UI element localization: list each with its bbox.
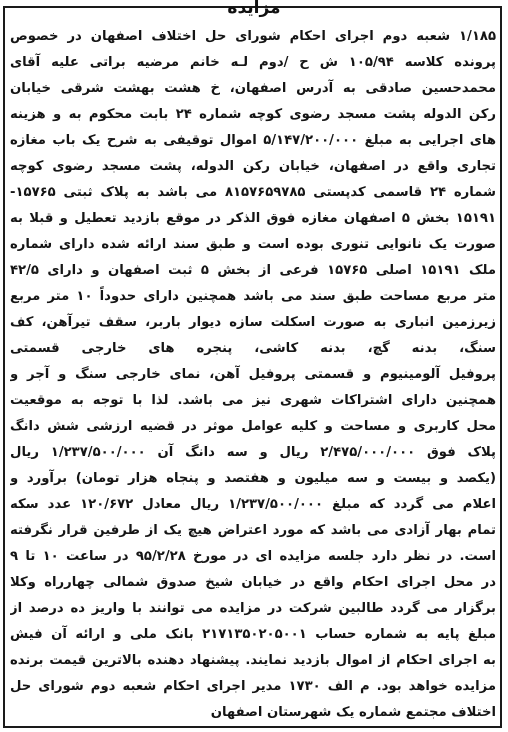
notice-line: است. در نظر دارد جلسه مزایده ای در مورخ ۹۵/۲/۲۸ در ساعت ۱۰ تا ۹ [10,549,496,564]
notice-body [10,24,496,726]
notice-line: در محل اجرای احکام واقع در خیابان شیخ صدوق شمالی چهارراه وکلا [10,575,496,590]
notice-title: مزایده [227,0,281,18]
notice-line: به اجرای احکام از اموال بازدید نمایند. پیشنهاد دهنده بالاترین قیمت برنده [10,653,496,668]
notice-line: محمدحسین صادقی به آدرس اصفهان، خ هشت بهشت شرقی خیابان [10,81,496,96]
notice-line: برگزار می گردد طالبین شرکت در مزایده می توانند با واریز ده درصد از [10,601,496,616]
notice-line: رکن الدوله پشت مسجد رضوی کوچه شماره ۲۴ بابت محکوم به و هزینه [10,107,496,122]
notice-line: تجاری واقع در اصفهان، خیابان رکن الدوله، پشت مسجد رضوی کوچه [10,159,496,174]
notice-line: پروفیل آلومینیوم و قسمتی پروفیل آهن، نمای خارجی سنگ و آجر و [10,367,496,382]
notice-line: محل کاربری و مساحت و کلیه عوامل موثر در قضیه ارزشی شش دانگ [10,419,496,434]
notice-line: اعلام می گردد که مبلغ ۱/۲۳۷/۵۰۰/۰۰۰ ریال معادل ۱۲۰/۶۷۲ عدد سکه [10,497,496,512]
notice-line: (یکصد و بیست و سه میلیون و هفتصد و پنجاه هزار تومان) برآورد و [10,471,496,486]
notice-line: زیرزمین انباری به صورت اسکلت سازه دیوار باربر، سقف تیرآهن، کف [10,315,496,330]
notice-line: اختلاف مجتمع شماره یک شهرستان اصفهان [210,705,496,720]
notice-line: همچنین دارای اشتراکات شهری نیز می باشد. لذا با توجه به موقعیت [10,393,496,408]
notice-line: پرونده کلاسه ۱۰۵/۹۴ ش ح /دوم لـه خانم مرضیه براتی علیه آقای [10,55,496,70]
notice-line: صورت یک نانوایی تنوری بوده است و طبق سند ارائه شده دارای شماره [10,237,496,252]
notice-line: سنگ، بدنه گچ، بدنه کاشی، پنجره های خارجی قسمتی [10,341,496,356]
notice-line: ۱۵۱۹۱ بخش ۵ اصفهان مغازه فوق الذکر در موقع بازدید تعطیل و قبلا به [10,211,496,226]
notice-line: متر مربع مساحت طبق سند می باشد همچنین دارای حدوداً ۱۰ متر مربع [10,289,496,304]
notice-line: های اجرایی به مبلغ ۵/۱۴۷/۲۰۰/۰۰۰ اموال توقیفی به شرح یک باب مغازه [10,133,496,148]
notice-line: شماره ۲۴ قاسمی کدپستی ۸۱۵۷۶۵۹۷۸۵ می باشد به پلاک ثبتی ۱۵۷۶۵- [10,185,496,200]
notice-line: ۱/۱۸۵ شعبه دوم اجرای احکام شورای حل اختلاف اصفهان در خصوص [10,29,496,44]
notice-line: تمام بهار آزادی می باشد که مورد اعتراض هیچ یک از طرفین قرار نگرفته [10,523,496,538]
notice-header [0,0,508,20]
notice-line: پلاک فوق ۲/۴۷۵/۰۰۰/۰۰۰ ریال و سه دانگ آن ۱/۲۳۷/۵۰۰/۰۰۰ ریال [10,445,496,460]
notice-line: مبلغ پایه به شماره حساب ۲۱۷۱۳۵۰۲۰۵۰۰۱ بانک ملی و ارائه آن فیش [10,627,496,642]
notice-line: مزایده خواهد بود. م الف ۱۷۳۰ مدیر اجرای احکام شعبه دوم شورای حل [10,679,496,694]
notice-line: ملک ۱۵۱۹۱ اصلی ۱۵۷۶۵ فرعی از بخش ۵ ثبت اصفهان و دارای ۴۲/۵ [10,263,496,278]
